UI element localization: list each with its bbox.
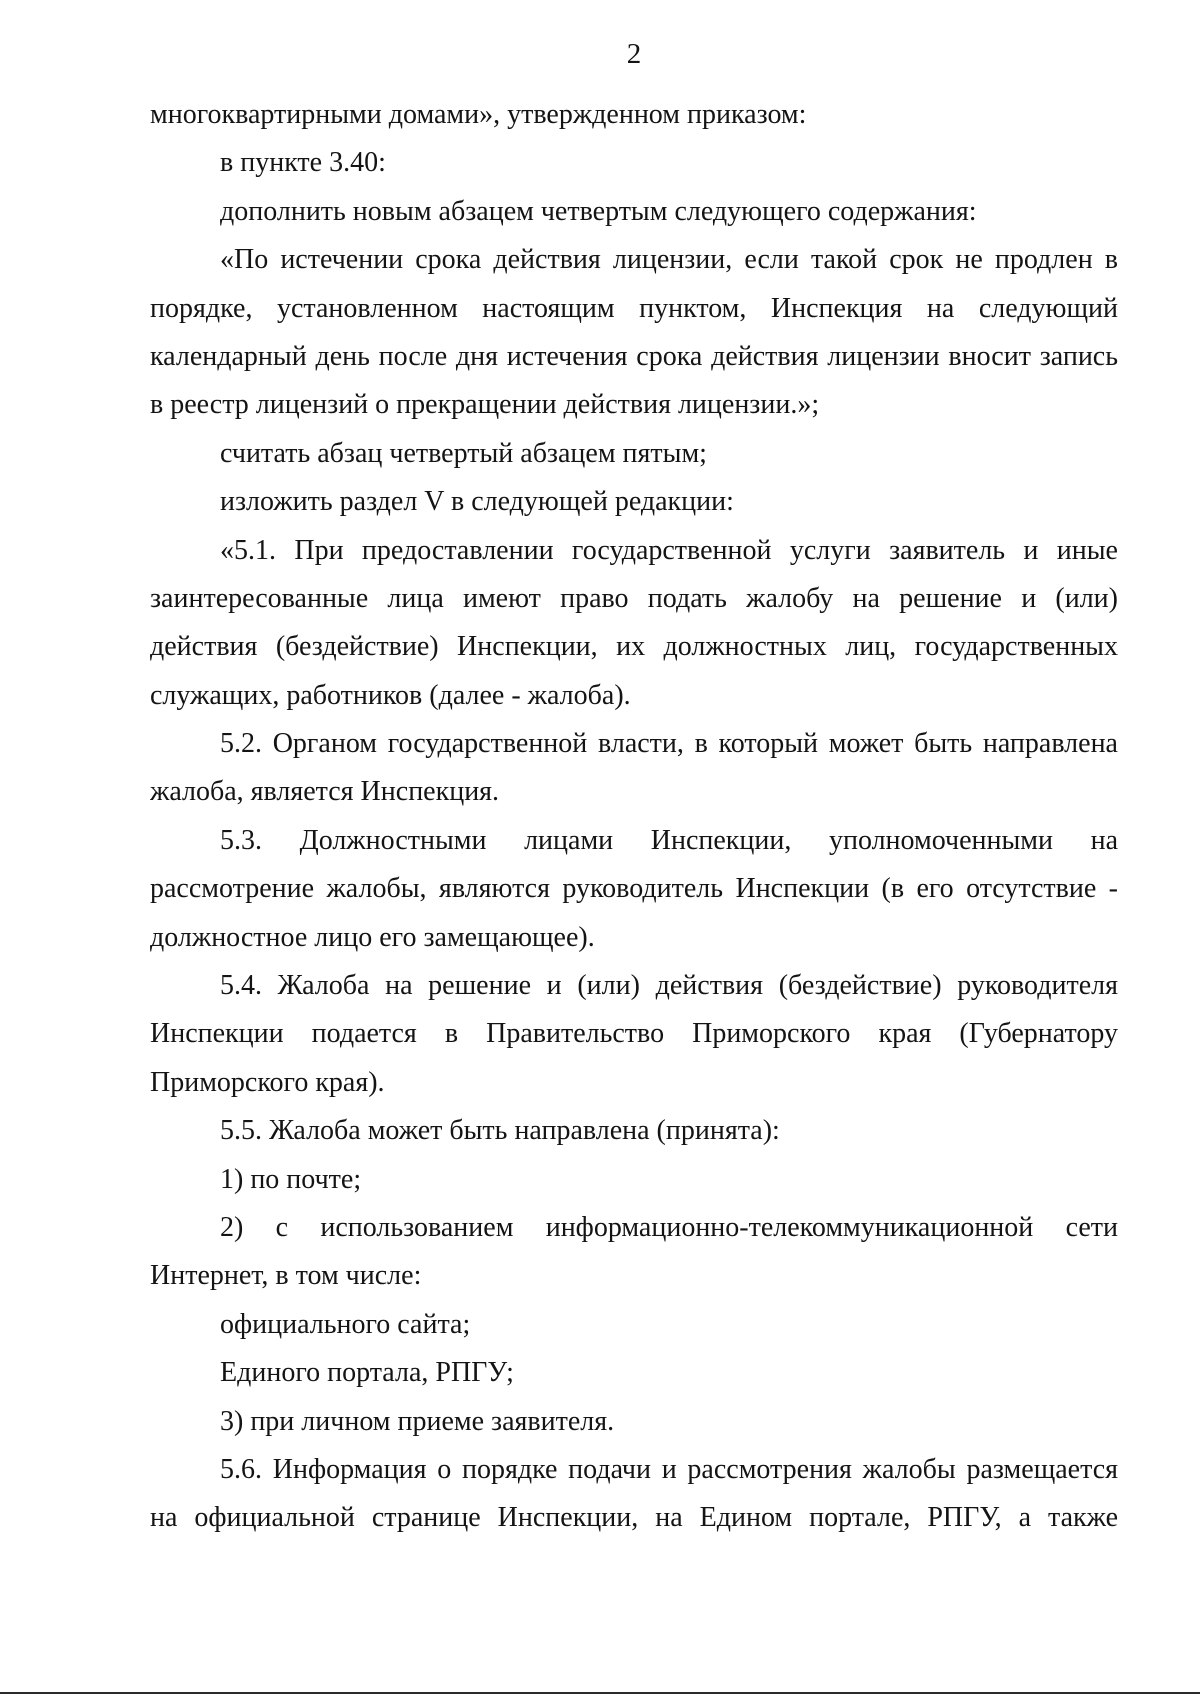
text-line: Единого портала, РПГУ;: [220, 1357, 514, 1389]
text-line: на официальной странице Инспекции, на Едином портале, РПГУ, а также: [150, 1502, 1118, 1534]
text-line: многоквартирными домами», утвержденном приказом:: [150, 99, 807, 130]
text-line: 3) при личном приеме заявителя.: [220, 1405, 615, 1437]
document-body: [150, 91, 1118, 1543]
text-line: 5.4. Жалоба на решение и (или) действия (бездействие) руководителя: [220, 970, 1118, 1002]
text-line: календарный день после дня истечения срока действия лицензии вносит запись: [150, 340, 1118, 372]
text-line: Интернет, в том числе:: [150, 1260, 422, 1292]
bottom-edge-rule: [0, 1692, 1200, 1694]
text-line: «5.1. При предоставлении государственной услуги заявитель и иные: [220, 534, 1118, 566]
text-line: Приморского края).: [150, 1066, 385, 1098]
text-line: заинтересованные лица имеют право подать жалобу на решение и (или): [150, 582, 1118, 614]
text-line: рассмотрение жалобы, являются руководитель Инспекции (в его отсутствие -: [150, 873, 1118, 905]
text-line: официального сайта;: [220, 1308, 471, 1340]
text-line: 5.6. Информация о порядке подачи и рассмотрения жалобы размещается: [220, 1453, 1118, 1485]
text-line: в пункте 3.40:: [220, 147, 386, 179]
text-line: изложить раздел V в следующей редакции:: [220, 486, 734, 518]
text-line: считать абзац четвертый абзацем пятым;: [220, 437, 707, 469]
text-line: Инспекции подается в Правительство Приморского края (Губернатору: [150, 1018, 1118, 1050]
text-line: дополнить новым абзацем четвертым следующего содержания:: [220, 195, 977, 227]
text-line: действия (бездействие) Инспекции, их должностных лиц, государственных: [150, 631, 1118, 663]
text-line: в реестр лицензий о прекращении действия лицензии.»;: [150, 389, 820, 421]
text-line: 5.5. Жалоба может быть направлена (принята):: [220, 1115, 780, 1147]
text-line: служащих, работников (далее - жалоба).: [150, 679, 631, 711]
text-line: должностное лицо его замещающее).: [150, 921, 595, 953]
text-line: 5.2. Органом государственной власти, в который может быть направлена: [220, 728, 1118, 760]
text-line: порядке, установленном настоящим пунктом, Инспекция на следующий: [150, 292, 1118, 324]
text-line: «По истечении срока действия лицензии, если такой срок не продлен в: [220, 244, 1118, 276]
text-line: жалоба, является Инспекция.: [150, 776, 500, 808]
page-number: 2: [626, 38, 642, 70]
text-line: 1) по почте;: [220, 1163, 362, 1195]
text-line: 2) с использованием информационно-телекоммуникационной сети: [220, 1211, 1118, 1243]
text-line: 5.3. Должностными лицами Инспекции, уполномоченными на: [220, 824, 1118, 856]
